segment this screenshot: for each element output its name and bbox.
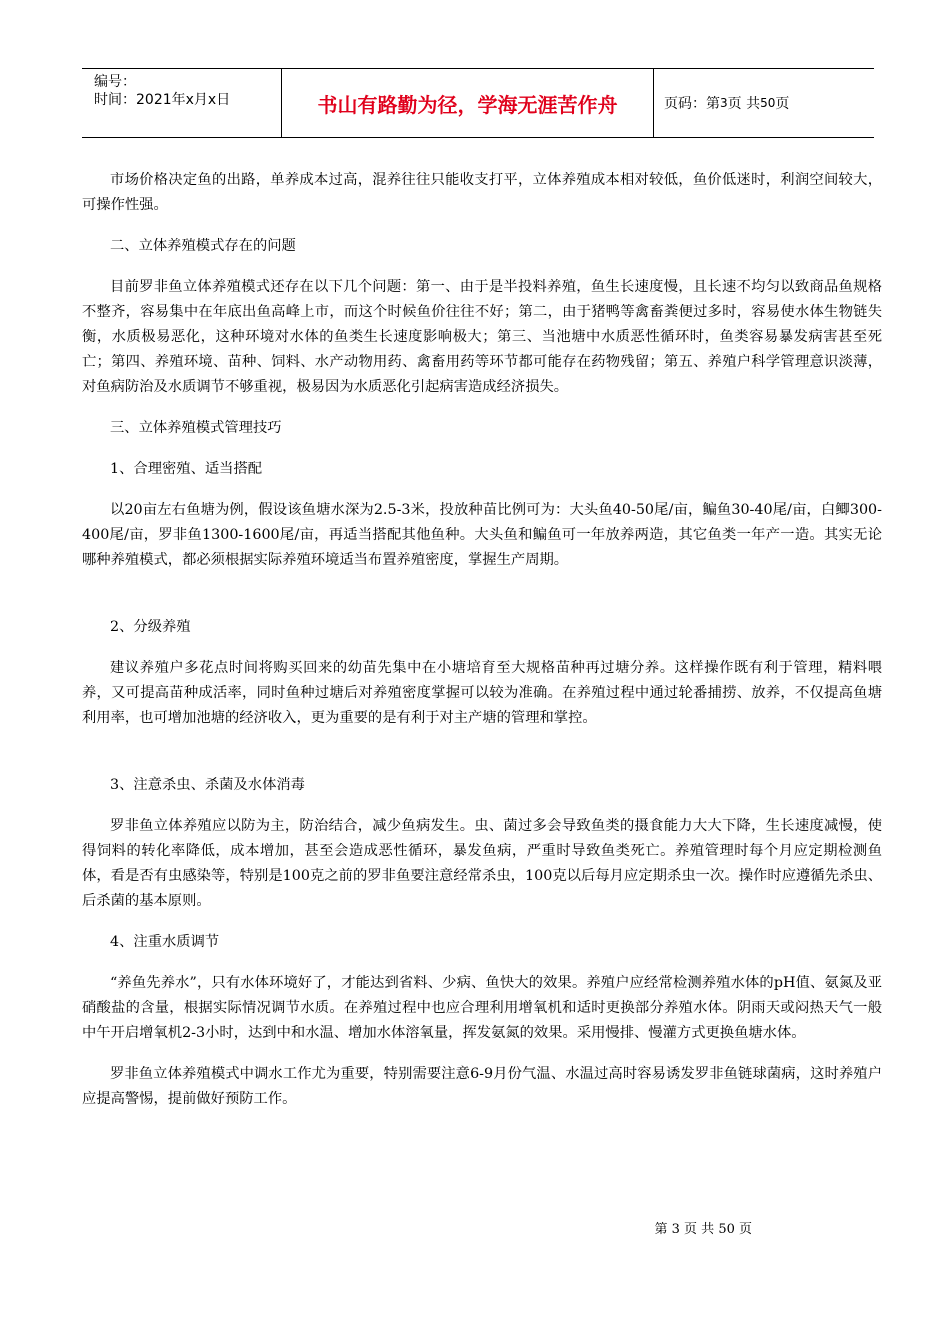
page-footer: 第 3 页 共 50 页 — [654, 1222, 752, 1237]
paragraph-market-price: 市场价格决定鱼的出路，单养成本过高，混养往往只能收支打平，立体养殖成本相对较低，鱼价低迷时，利润空间较大，可操作性强。 — [82, 172, 882, 213]
document-body — [82, 168, 882, 1112]
heading-problems: 二、立体养殖模式存在的问题 — [110, 238, 296, 254]
heading-graded-culture: 2、分级养殖 — [110, 619, 191, 635]
paragraph-graded-culture: 建议养殖户多花点时间将购买回来的幼苗先集中在小塘培育至大规格苗种再过塘分养。这样操作既有利于管理，精料喂养，又可提高苗种成活率，同时鱼种过塘后对养殖密度掌握可以较为准确。在养殖过程中通过轮番捕捞、放养，不仅提高鱼塘利用率，也可增加池塘的经济收入，更为重要的是有利于对主产塘的管理和掌控。 — [82, 660, 882, 726]
paragraph-water-quality: “养鱼先养水”，只有水体环境好了，才能达到省料、少病、鱼快大的效果。养殖户应经常检测养殖水体的pH值、氨氮及亚硝酸盐的含量，根据实际情况调节水质。在养殖过程中也应合理利用增氧机和适时更换部分养殖水体。阴雨天或闷热天气一般中午开启增氧机2-3小时，达到中和水温、增加水体溶氧量，挥发氨氮的效果。采用慢排、慢灌方式更换鱼塘水体。 — [82, 975, 882, 1041]
page-total: 50 — [760, 96, 776, 110]
document-number-label: 编号： — [94, 74, 136, 90]
heading-density: 1、合理密殖、适当搭配 — [110, 461, 263, 477]
heading-water-quality: 4、注重水质调节 — [110, 934, 220, 950]
header-motto: 书山有路勤为径，学海无涯苦作舟 — [282, 69, 654, 137]
page-mid: 页 共 — [727, 96, 761, 112]
document-time: 时间：2021年x月x日 — [94, 92, 231, 108]
page-number: 3 — [720, 96, 728, 110]
paragraph-disinfection: 罗非鱼立体养殖应以防为主，防治结合，减少鱼病发生。虫、菌过多会导致鱼类的摄食能力大大下降，生长速度减慢，使得饲料的转化率降低，成本增加，甚至会造成恶性循环，暴发鱼病，严重时导致鱼类死亡。养殖管理时每个月应定期检测鱼体，看是否有虫感染等，特别是100克之前的罗非鱼要注意经常杀虫，100克以后每月应定期杀虫一次。操作时应遵循先杀虫、后杀菌的基本原则。 — [82, 818, 882, 909]
header-meta — [82, 69, 282, 137]
paragraph-density: 以20亩左右鱼塘为例，假设该鱼塘水深为2.5-3米，投放种苗比例可为：大头鱼40-50尾/亩，鳊鱼30-40尾/亩，白鲫300-400尾/亩，罗非鱼1300-1600尾/亩，再适当搭配其他鱼种。大头鱼和鳊鱼可一年放养两造，其它鱼类一年产一造。其实无论哪种养殖模式，都必须根据实际养殖环境适当布置养殖密度，掌握生产周期。 — [82, 502, 882, 568]
heading-management-tips: 三、立体养殖模式管理技巧 — [110, 420, 282, 436]
heading-disinfection: 3、注意杀虫、杀菌及水体消毒 — [110, 777, 305, 793]
page-prefix: 页码：第 — [664, 96, 720, 112]
page-header — [82, 68, 874, 138]
paragraph-water-regulation: 罗非鱼立体养殖模式中调水工作尤为重要，特别需要注意6-9月份气温、水温过高时容易诱发罗非鱼链球菌病，这时养殖户应提高警惕，提前做好预防工作。 — [82, 1066, 882, 1107]
header-page-info — [654, 69, 874, 137]
page-suffix: 页 — [775, 96, 790, 112]
paragraph-problems: 目前罗非鱼立体养殖模式还存在以下几个问题：第一、由于是半投料养殖，鱼生长速度慢，且长速不均匀以致商品鱼规格不整齐，容易集中在年底出鱼高峰上市，而这个时候鱼价往往不好；第二，由于猪鸭等禽畜粪便过多时，容易使水体生物链失衡，水质极易恶化，这种环境对水体的鱼类生长速度影响极大；第三、当池塘中水质恶性循环时，鱼类容易暴发病害甚至死亡；第四、养殖环境、苗种、饲料、水产动物用药、禽畜用药等环节都可能存在药物残留；第五、养殖户科学管理意识淡薄，对鱼病防治及水质调节不够重视，极易因为水质恶化引起病害造成经济损失。 — [82, 279, 882, 395]
